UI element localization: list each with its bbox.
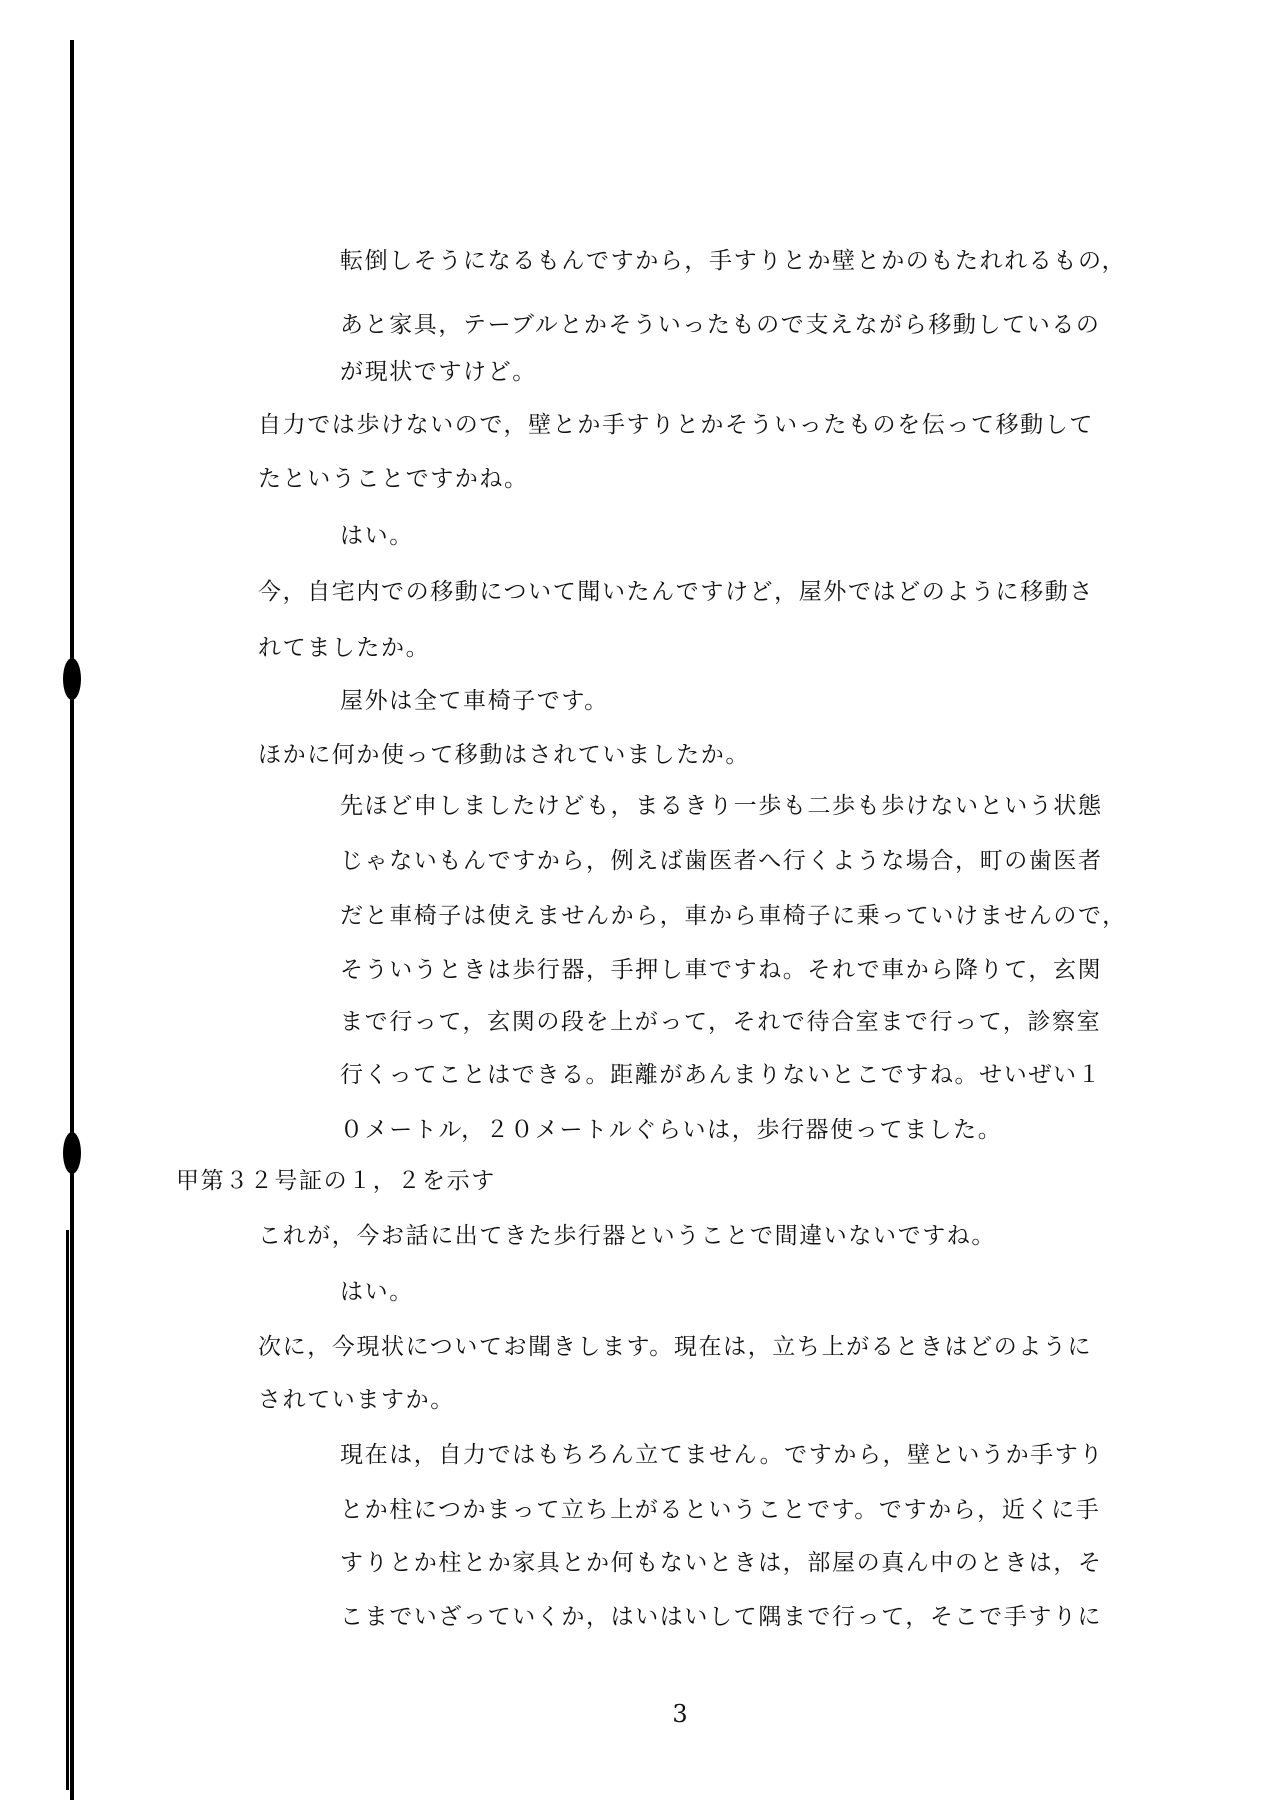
transcript-line: 先ほど申しましたけども，まるきり一歩も二歩も歩けないという状態 [340,793,1103,819]
transcript-line: はい。 [340,523,414,549]
transcript-line: こまでいざっていくか，はいはいして隅まで行って，そこで手すりに [340,1604,1103,1630]
transcript-line: これが，今お話に出てきた歩行器ということで間違いないですね。 [258,1223,996,1249]
transcript-line: ほかに何か使って移動はされていましたか。 [258,742,750,768]
transcript-line: とか柱につかまって立ち上がるということです。ですから，近くに手 [340,1497,1101,1523]
transcript-line: じゃないもんですから，例えば歯医者へ行くような場合，町の歯医者 [340,848,1103,874]
transcript-line: 次に，今現状についてお聞きします。現在は，立ち上がるときはどのように [258,1334,1093,1360]
punch-hole-lower [63,1132,81,1174]
transcript-line: 行くってことはできる。距離があんまりないとこですね。せいぜい１ [340,1062,1103,1088]
transcript-line: はい。 [340,1279,414,1305]
margin-binding-line-lower [66,1230,69,1790]
transcript-line: 転倒しそうになるもんですから，手すりとか壁とかのもたれれるもの， [340,248,1127,274]
transcript-line: たということですかね。 [258,466,529,492]
transcript-line: 自力では歩けないので，壁とか手すりとかそういったものを伝って移動して [258,412,1094,438]
transcript-line: されていますか。 [258,1387,455,1413]
transcript-line: すりとか柱とか家具とか何もないときは，部屋の真ん中のときは，そ [340,1550,1103,1576]
transcript-line: そういうときは歩行器，手押し車ですね。それで車から降りて，玄関 [340,957,1103,983]
transcript-line: 現在は，自力ではもちろん立てません。ですから，壁というか手すり [340,1442,1104,1468]
page-number: 3 [672,1700,688,1728]
exhibit-note: 甲第３２号証の１，２を示す [176,1168,496,1194]
transcript-line: あと家具，テーブルとかそういったもので支えながら移動しているの [340,312,1101,338]
transcript-line: 屋外は全て車椅子です。 [340,688,609,714]
punch-hole-upper [63,658,81,700]
transcript-line: まで行って，玄関の段を上がって，それで待合室まで行って，診察室 [340,1009,1102,1035]
transcript-line: ０メートル，２０メートルぐらいは，歩行器使ってました。 [340,1117,1003,1143]
transcript-line: だと車椅子は使えませんから，車から車椅子に乗っていけませんので， [340,903,1127,929]
transcript-line: れてましたか。 [258,635,431,661]
transcript-line: が現状ですけど。 [340,359,537,385]
transcript-line: 今，自宅内での移動について聞いたんですけど，屋外ではどのように移動さ [258,579,1094,605]
margin-binding-line [70,40,74,1800]
